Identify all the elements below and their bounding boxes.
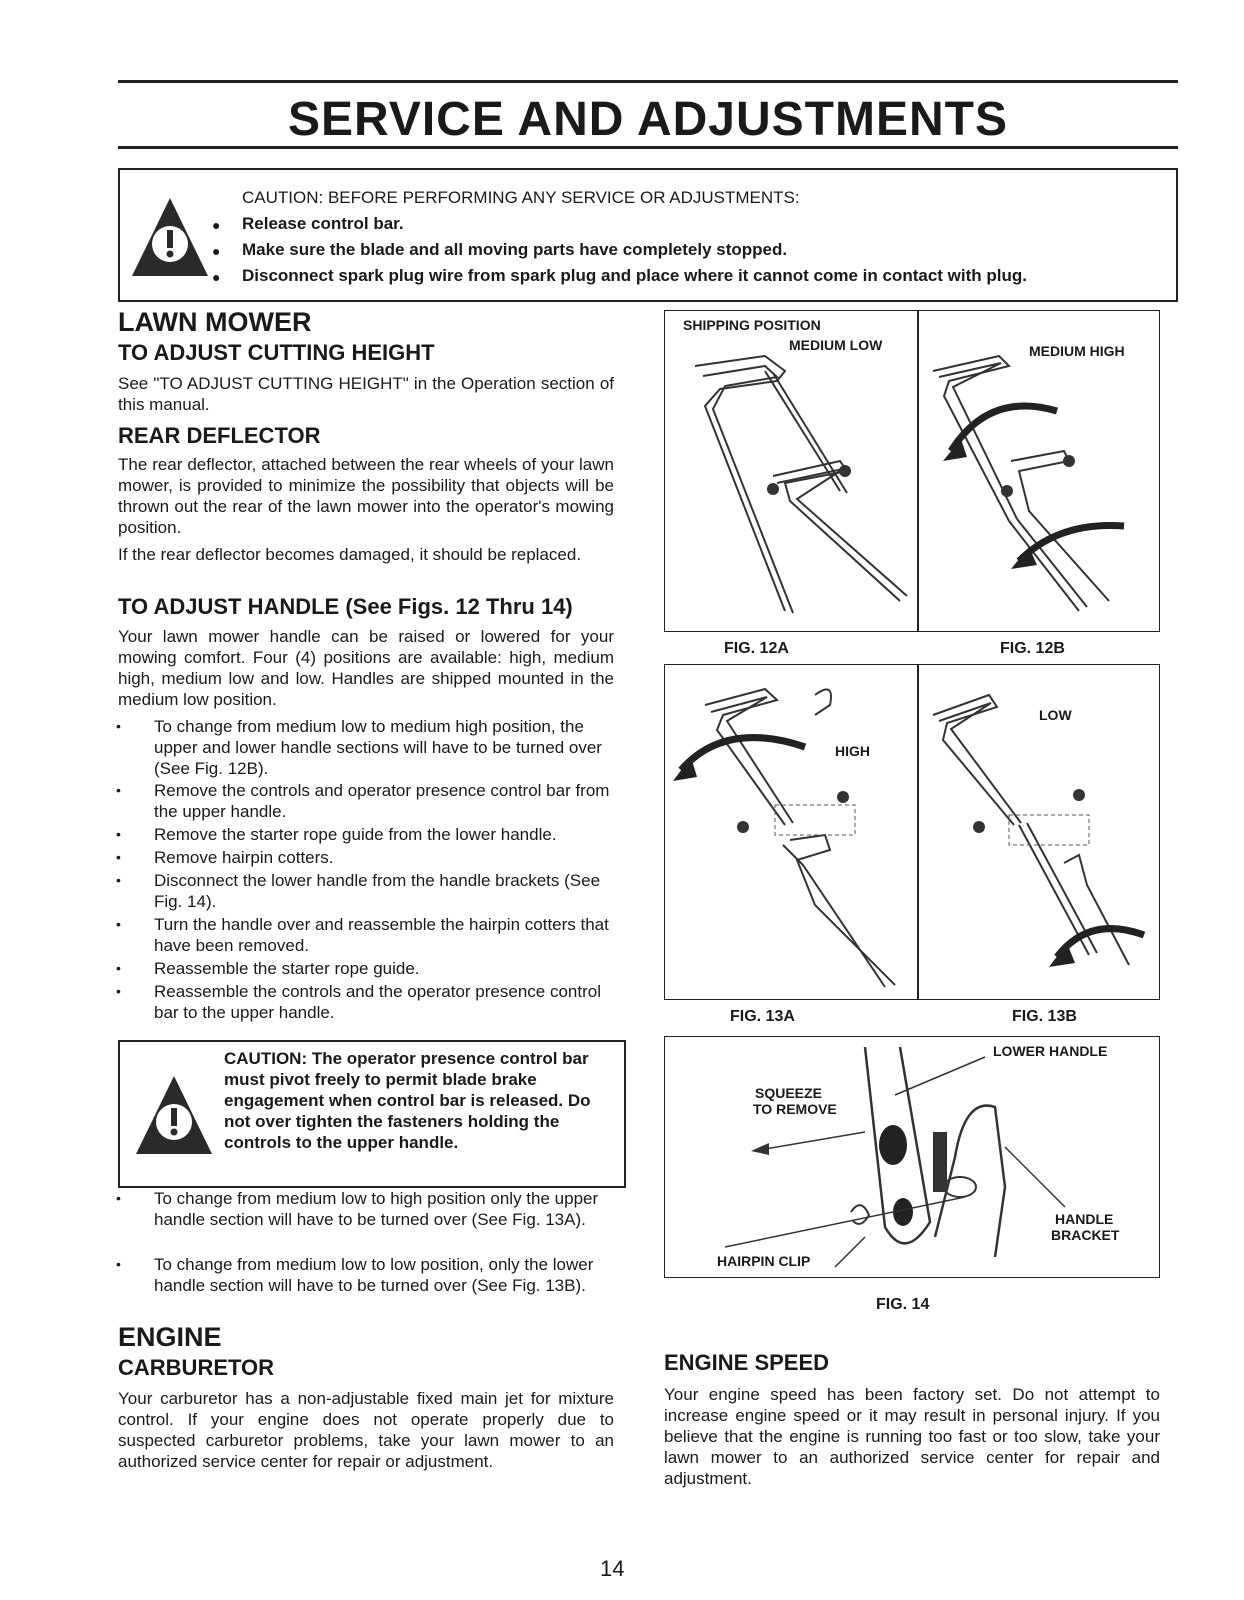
adjust-handle-intro: Your lawn mower handle can be raised or lowered for your mowing comfort. Four (4) positions are available: high, medium high, medium low and low. Handles are shipped mounted in the medium low position. (118, 627, 614, 709)
list-item: • Remove the controls and operator presence control bar from the upper handle. (116, 781, 610, 821)
figure-caption: FIG. 13A (730, 1008, 795, 1025)
warning-icon (134, 1072, 214, 1158)
bullet-icon: ● (212, 269, 221, 285)
caution-box-handle (118, 1040, 626, 1188)
bullet-icon: ● (212, 243, 221, 259)
bullet-icon: • (116, 782, 121, 798)
bullet-icon: • (116, 916, 121, 932)
figure-label: HAIRPIN CLIP (717, 1253, 811, 1269)
section-heading-lawn-mower: LAWN MOWER (118, 307, 312, 337)
figure-caption: FIG. 12A (724, 640, 789, 657)
rear-deflector-text-1: The rear deflector, attached between the rear wheels of your lawn mower, is provided to minimize the possibility that objects will be thrown out the rear of the lawn mower into the operator's mowing position. (118, 455, 614, 537)
page-title: SERVICE AND ADJUSTMENTS (288, 93, 1008, 146)
figure-13a (664, 664, 918, 1000)
figure-label: HANDLE (1055, 1211, 1114, 1227)
list-item: • To change from medium low to high position only the upper handle section will have to be turned over (See Fig. 13A). (116, 1189, 599, 1229)
figure-label: SHIPPING POSITION (683, 317, 821, 333)
bullet-icon: • (116, 960, 121, 976)
bullet-icon: • (116, 983, 121, 999)
list-item: • Reassemble the controls and the operator presence control bar to the upper handle. (116, 982, 601, 1022)
handle-illustration (665, 665, 915, 997)
page-number: 14 (600, 1556, 625, 1581)
bullet-icon: • (116, 826, 121, 842)
engine-speed-text: Your engine speed has been factory set. Do not attempt to increase engine speed or it may result in personal injury. If you believe that the engine is running too fast or too slow, take your lawn mower to an authorized service center for repair and adjustment. (664, 1385, 1160, 1488)
subheading-rear-deflector: REAR DEFLECTOR (118, 423, 321, 448)
figure-caption: FIG. 12B (1000, 640, 1065, 657)
figure-label: MEDIUM HIGH (1029, 343, 1125, 359)
bullet-icon: • (116, 849, 121, 865)
list-item: • Remove hairpin cotters. (116, 848, 334, 867)
bullet-icon: • (116, 872, 121, 888)
cutting-height-text: See "TO ADJUST CUTTING HEIGHT" in the Operation section of this manual. (118, 374, 614, 414)
figure-label: HIGH (835, 743, 870, 759)
figure-label: MEDIUM LOW (789, 337, 883, 353)
rear-deflector-text-2: If the rear deflector becomes damaged, it should be replaced. (118, 545, 582, 564)
bullet-icon: • (116, 1190, 121, 1206)
bullet-icon: • (116, 1256, 121, 1272)
figure-caption: FIG. 13B (1012, 1008, 1077, 1025)
handle-illustration (919, 665, 1157, 997)
caution-item: Make sure the blade and all moving parts have completely stopped. (242, 240, 788, 259)
list-item: • Turn the handle over and reassemble the hairpin cotters that have been removed. (116, 915, 609, 955)
figure-14 (664, 1036, 1160, 1278)
figure-label: TO REMOVE (753, 1101, 837, 1117)
figure-label: LOWER HANDLE (993, 1043, 1108, 1059)
caution-box-top (118, 168, 1178, 302)
list-item: • To change from medium low to medium high position, the upper and lower handle sections will have to be turned over (See Fig. 12B). (116, 717, 602, 778)
title-rule-bottom (118, 146, 1178, 149)
title-rule-top (118, 80, 1178, 83)
subheading-carburetor: CARBURETOR (118, 1355, 275, 1380)
subheading-adjust-handle: TO ADJUST HANDLE (See Figs. 12 Thru 14) (118, 594, 573, 619)
carburetor-text: Your carburetor has a non-adjustable fixed main jet for mixture control. If your engine does not operate properly due to suspected carburetor problems, take your lawn mower to an authorized service center for repair or adjustment. (118, 1389, 614, 1471)
figure-label: LOW (1039, 707, 1072, 723)
caution-handle-text: CAUTION: The operator presence control bar must pivot freely to permit blade brake engagement when control bar is released. Do not over tighten the fasteners holding the controls to the upper handle. (224, 1049, 591, 1152)
handle-illustration (919, 311, 1157, 629)
caution-heading: CAUTION: BEFORE PERFORMING ANY SERVICE OR ADJUSTMENTS: (242, 188, 800, 207)
bullet-icon: ● (212, 217, 221, 233)
warning-icon (130, 194, 210, 280)
figure-13b (918, 664, 1160, 1000)
figure-label: SQUEEZE (755, 1085, 822, 1101)
bracket-illustration (665, 1037, 1157, 1275)
caution-item: Release control bar. (242, 214, 404, 233)
list-item: • Remove the starter rope guide from the lower handle. (116, 825, 557, 844)
bullet-icon: • (116, 718, 121, 734)
list-item: • Disconnect the lower handle from the handle brackets (See Fig. 14). (116, 871, 601, 911)
figure-caption: FIG. 14 (876, 1296, 930, 1313)
caution-item: Disconnect spark plug wire from spark plug and place where it cannot come in contact with plug. (242, 266, 1027, 285)
handle-illustration (665, 311, 915, 629)
section-heading-engine: ENGINE (118, 1322, 222, 1352)
list-item: • Reassemble the starter rope guide. (116, 959, 420, 978)
figure-12a (664, 310, 918, 632)
subheading-engine-speed: ENGINE SPEED (664, 1350, 830, 1375)
list-item: • To change from medium low to low position, only the lower handle section will have to be turned over (See Fig. 13B). (116, 1255, 594, 1295)
subheading-cutting-height: TO ADJUST CUTTING HEIGHT (118, 340, 435, 365)
figure-label: BRACKET (1051, 1227, 1120, 1243)
figure-12b (918, 310, 1160, 632)
